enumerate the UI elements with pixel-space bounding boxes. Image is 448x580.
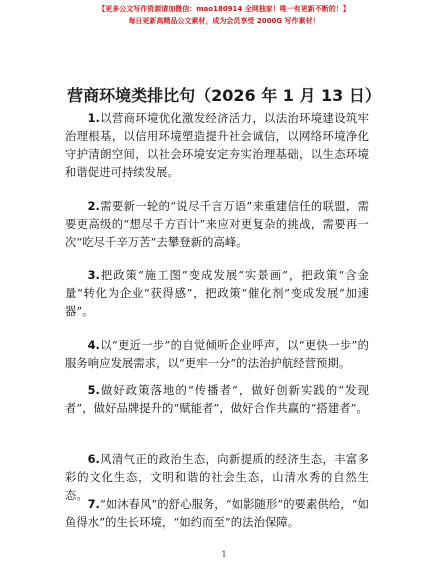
promo-banner bbox=[0, 3, 448, 27]
paragraph-7 bbox=[65, 496, 369, 532]
paragraph-number: 1. bbox=[87, 112, 100, 125]
paragraph-text: 需要新一轮的“说尽千言万语”来重建信任的联盟，需要更高级的“想尽千方百计”来应对更复杂的挑战，需要再一次“吃尽千辛万苦”去攀登新的高峰。 bbox=[65, 200, 369, 249]
paragraph-1 bbox=[65, 110, 369, 182]
promo-banner-line-2: 每日更新高精品公文素材，成为会员享受 2000G 写作素材！ bbox=[128, 17, 320, 25]
paragraph-text: 风清气正的政治生态，向新提质的经济生态，丰富多彩的文化生态，文明和谐的社会生态，山清水秀的自然生态。 bbox=[65, 453, 369, 502]
paragraph-text: 以“更近一步”的自觉倾听企业呼声，以“更快一步”的服务响应发展需求，以“更牢一分”的法治护航经营预期。 bbox=[65, 339, 369, 370]
promo-banner-line-1: 【更多公文写作资源请加微信：mao180914 全网独家！唯一有更新不断的！】 bbox=[98, 5, 350, 13]
paragraph-text: 把政策“施工图”变成发展“实景画”，把政策“含金量”转化为企业“获得感”，把政策“催化剂”变成发展“加速器”。 bbox=[65, 269, 369, 318]
paragraph-number: 3. bbox=[87, 269, 100, 282]
paragraph-number: 5. bbox=[87, 384, 100, 397]
paragraph-5 bbox=[65, 382, 369, 418]
paragraph-text: 做好政策落地的“传播者”，做好创新实践的“发现者”，做好品牌提升的“赋能者”，做好合作共赢的“搭建者”。 bbox=[65, 384, 369, 415]
paragraph-text: 以营商环境优化激发经济活力，以法治环境建设筑牢治理根基，以信用环境塑造提升社会诚信，以网络环境净化守护清朗空间，以社会环境安定夯实治理基础，以生态环境和谐促进可持续发展。 bbox=[65, 112, 369, 179]
paragraph-number: 2. bbox=[87, 200, 100, 213]
paragraph-number: 7. bbox=[87, 498, 100, 511]
paragraph-3 bbox=[65, 267, 369, 321]
paragraph-2 bbox=[65, 198, 369, 252]
paragraph-text: “如沐春风”的舒心服务，“如影随形”的要素供给，“如鱼得水”的生长环境，“如约而至”的法治保障。 bbox=[65, 498, 369, 529]
paragraph-number: 4. bbox=[87, 339, 100, 352]
page-number: 1 bbox=[221, 550, 227, 559]
paragraph-4 bbox=[65, 337, 369, 373]
paragraph-number: 6. bbox=[87, 453, 100, 466]
document-title: 营商环境类排比句（2026 年 1 月 13 日） bbox=[67, 86, 381, 105]
